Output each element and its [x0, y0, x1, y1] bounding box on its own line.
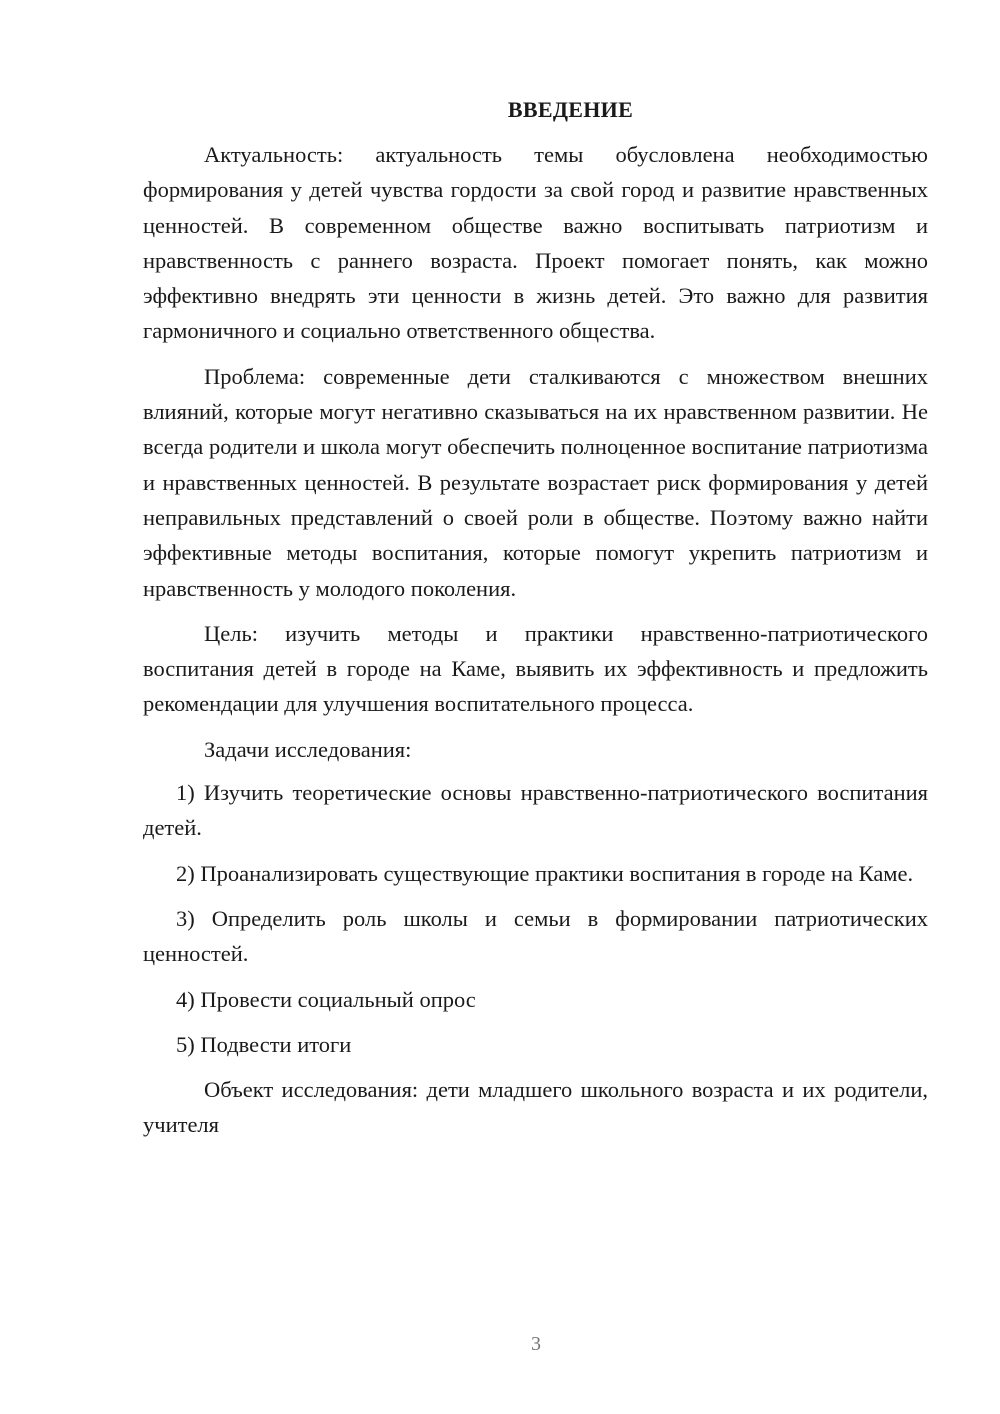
task-item-4: 4) Провести социальный опрос — [176, 986, 476, 1012]
task-item-2: 2) Проанализировать существующие практики воспитания в городе на Каме. — [176, 860, 914, 886]
task-item-1: 1) Изучить теоретические основы нравственно-патриотического воспитания детей. — [143, 780, 928, 841]
section-heading: ВВЕДЕНИЕ — [507, 97, 634, 122]
tasks-heading: Задачи исследования: — [204, 736, 412, 762]
problem-paragraph: Проблема: современные дети сталкиваются с множеством внешних влияний, которые могут негативно сказываться на их нравственном развитии. Не всегда родители и школа могут обеспечить полноценное воспитание патриотизма и нравственных ценностей. В результате возрастает риск формирования у детей неправильных представлений о своей роли в обществе. Поэтому важно найти эффективные методы воспитания, которые помогут укрепить патриотизм и нравственность у молодого поколения. — [143, 363, 928, 601]
goal-paragraph: Цель: изучить методы и практики нравственно-патриотического воспитания детей в городе на Каме, выявить их эффективность и предложить рекомендации для улучшения воспитательного процесса. — [143, 620, 928, 717]
object-paragraph: Объект исследования: дети младшего школьного возраста и их родители, учителя — [143, 1077, 928, 1138]
task-item-5: 5) Подвести итоги — [176, 1031, 352, 1057]
relevance-paragraph: Актуальность: актуальность темы обусловлена необходимостью формирования у детей чувства гордости за свой город и развитие нравственных ценностей. В современном обществе важно воспитывать патриотизм и нравственность с раннего возраста. Проект помогает понять, как можно эффективно внедрять эти ценности в жизнь детей. Это важно для развития гармоничного и социально ответственного общества. — [143, 142, 928, 344]
document-page — [143, 95, 928, 1153]
task-item-3: 3) Определить роль школы и семьи в формировании патриотических ценностей. — [143, 905, 928, 967]
page-number: 3 — [531, 1333, 541, 1355]
